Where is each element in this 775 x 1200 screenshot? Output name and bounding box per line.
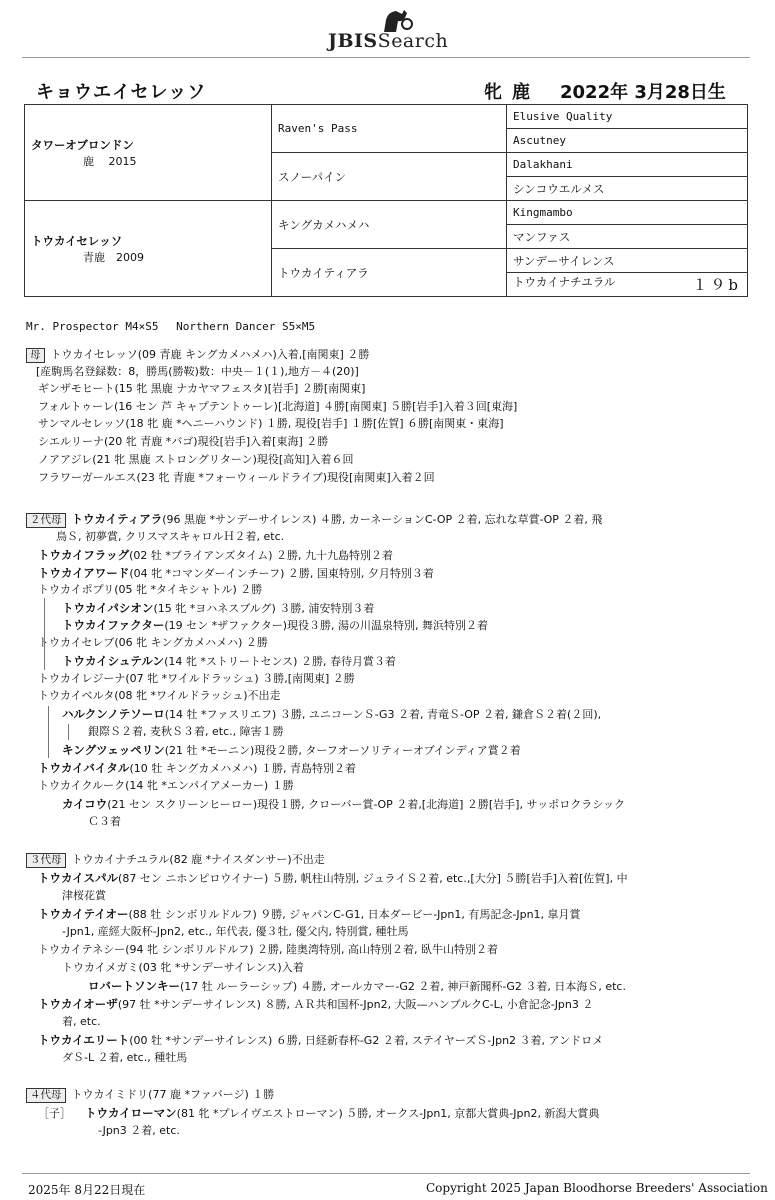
gen3-7[interactable]: サンデーサイレンス <box>507 249 748 273</box>
dam-sire[interactable]: キングカメハメハ <box>272 201 507 249</box>
sire-dam[interactable]: スノーパイン <box>272 153 507 201</box>
horse-link[interactable]: トウカイエリート <box>38 1033 130 1047</box>
family-line <box>62 797 625 812</box>
family-line <box>38 566 434 581</box>
family-line <box>62 601 374 616</box>
family-line <box>38 453 354 467</box>
horse-link[interactable]: トウカイティアラ <box>71 512 163 526</box>
line-text: (21 牡 *モーニン)現役２勝, ターフオーソリティーオブインディア賞２着 <box>164 744 521 757</box>
line-text: Ｃ３着 <box>88 815 121 828</box>
line-text: 津桜花賞 <box>62 889 106 902</box>
horse-link[interactable]: キングツェッペリン <box>62 743 165 757</box>
family-line <box>62 889 106 903</box>
family-line <box>38 672 355 686</box>
line-text: ギンザモヒート(15 牝 黒鹿 ナカヤマフェスタ)[岩手] ２勝[南関東] <box>38 382 366 395</box>
line-text: 銀際Ｓ２着, 麦秋Ｓ３着, etc., 障害１勝 <box>88 725 284 738</box>
family-line <box>38 689 281 703</box>
horse-link[interactable]: ハルクンノテソーロ <box>62 707 165 721</box>
line-text: (15 牝 *ヨハネスブルグ) ３勝, 浦安特別３着 <box>153 602 375 615</box>
family-line <box>62 1015 101 1029</box>
line-text: トウカイテネシー(94 牝 シンボリルドルフ) ２勝, 陸奥湾特別, 高山特別２着, 臥牛山特別２着 <box>38 943 499 956</box>
family-line <box>26 853 325 868</box>
line-text: フォルトゥーレ(16 セン 芦 キャプテントゥーレ)[北海道] ４勝[南関東] ５勝[岩手]入着３回[東海] <box>38 400 518 413</box>
family-line <box>98 1124 180 1138</box>
family-line <box>62 961 304 975</box>
horse-link[interactable]: トウカイファクター <box>62 618 165 632</box>
family-line <box>38 1106 599 1121</box>
line-text: トウカイベルタ(08 牝 *ワイルドラッシュ)不出走 <box>38 689 281 702</box>
line-text: (97 牡 *サンデーサイレンス) ８勝, ＡＲ共和国杯-Jpn2, 大阪—ハンブルクC-L, 小倉記念-Jpn3 ２ <box>117 998 594 1011</box>
family-line <box>38 761 356 776</box>
line-text: トウカイセレブ(06 牝 キングカメハメハ) ２勝 <box>38 636 268 649</box>
horse-link[interactable]: トウカイオーザ <box>38 997 118 1011</box>
sire-name[interactable]: タワーオブロンドン <box>31 137 134 152</box>
inbreeding-note: Mr. Prospector M4×S5 Northern Dancer S5×M5 <box>26 320 316 333</box>
family-line <box>62 654 396 669</box>
horse-link[interactable]: トウカイバイタル <box>38 761 130 775</box>
line-text: トウカイクルーク(14 牝 *エンパイアメーカー) １勝 <box>38 779 294 792</box>
horse-link[interactable]: カイコウ <box>62 797 108 811</box>
line-text: (02 牡 *ブライアンズタイム) ２勝, 九十九島特別２着 <box>129 549 394 562</box>
tree-connector <box>68 724 69 740</box>
gen3-5[interactable]: Kingmambo <box>507 201 748 225</box>
pedigree-dam-cell <box>25 201 272 297</box>
horse-link[interactable]: トウカイローマン <box>85 1106 177 1120</box>
horse-link[interactable]: トウカイテイオー <box>38 907 129 921</box>
line-text: (87 セン ニホンピロウイナー) ５勝, 帆柱山特別, ジュライＳ２着, etc.,[大分] ５勝[岩手]入着[佐賀], 中 <box>118 872 628 885</box>
tree-connector <box>44 654 45 668</box>
family-line <box>88 815 121 829</box>
line-text: (14 牡 *ファスリエフ) ３勝, ユニコーンＳ-G3 ２着, 青竜Ｓ-OP ２着, 鎌倉Ｓ２着(２回), <box>164 708 602 721</box>
line-text: ダＳ-L ２着, etc., 種牡馬 <box>62 1051 188 1064</box>
gen3-4[interactable]: シンコウエルメス <box>507 177 748 201</box>
logo-text: JBISSearch <box>328 30 449 52</box>
pedigree-sire-cell <box>25 105 272 201</box>
child-prefix: ［子］ <box>38 1107 71 1120</box>
family-line <box>62 1051 187 1065</box>
line-text: (21 セン スクリーンヒーロー)現役１勝, クローバー賞-OP ２着,[北海道] ２勝[岩手], サッポロクラシック <box>107 798 626 811</box>
line-text: ノアアジレ(21 牝 黒鹿 ストロングリターン)現役[高知]入着６回 <box>38 453 354 466</box>
family-line <box>36 365 359 379</box>
family-line <box>62 707 601 722</box>
line-text: トウカイナチユラル(82 鹿 *ナイスダンサー)不出走 <box>71 853 325 866</box>
footer-copyright: Copyright 2025 Japan Bloodhorse Breeders' Association <box>426 1181 768 1195</box>
family-line <box>56 530 284 544</box>
tree-connector <box>48 706 49 758</box>
horse-name: キョウエイセレッソ <box>36 82 207 103</box>
family-line <box>62 743 521 758</box>
horse-color: 鹿 <box>512 82 530 103</box>
horse-sex: 牝 <box>484 82 502 103</box>
line-text: (88 牡 シンボリルドルフ) ９勝, ジャパンC-G1, 日本ダービー-Jpn1, 有馬記念-Jpn1, 皐月賞 <box>128 908 581 921</box>
line-text: (81 牝 *プレイヴエストローマン) ５勝, オークス-Jpn1, 京都大賞典-Jpn2, 新潟大賞典 <box>176 1107 600 1120</box>
line-text: (04 牝 *コマンダーインチーフ) ２勝, 国東特別, 夕月特別３着 <box>129 567 434 580</box>
horse-link[interactable]: トウカイアワード <box>38 566 130 580</box>
line-text: トウカイレジーナ(07 牝 *ワイルドラッシュ) ３勝,[南関東] ２勝 <box>38 672 355 685</box>
horse-info <box>484 78 736 104</box>
line-text: トウカイメガミ(03 牝 *サンデーサイレンス)入着 <box>62 961 304 974</box>
line-text: 鳥Ｓ, 初夢賞, クリスマスキャロルＨ２着, etc. <box>56 530 285 543</box>
line-text: (14 牝 *ストリートセンス) ２勝, 春待月賞３着 <box>164 655 396 668</box>
family-line <box>38 871 628 886</box>
footer-date: 2025年 8月22日現在 <box>28 1183 146 1197</box>
line-text: トウカイミドリ(77 鹿 *ファバージ) １勝 <box>71 1088 275 1101</box>
gen3-6[interactable]: マンファス <box>507 225 748 249</box>
horse-link[interactable]: トウカイフラッグ <box>38 548 130 562</box>
family-line <box>38 548 393 563</box>
family-line <box>38 636 268 650</box>
family-line <box>38 583 262 597</box>
generation-tag: ３代母 <box>26 853 66 868</box>
family-number: １９b <box>692 276 741 294</box>
family-line <box>62 618 488 633</box>
family-line <box>38 907 581 922</box>
sire-sire[interactable]: Raven's Pass <box>272 105 507 153</box>
horse-link[interactable]: トウカイスパル <box>38 871 119 885</box>
family-line <box>26 348 369 363</box>
family-line <box>38 943 498 957</box>
generation-tag: ２代母 <box>26 513 66 528</box>
line-text: 着, etc. <box>62 1015 101 1028</box>
family-line <box>26 1088 274 1103</box>
jbis-search-logo[interactable] <box>328 8 458 54</box>
horse-birth: 2022年 3月28日生 <box>560 82 726 103</box>
family-line <box>88 979 626 994</box>
generation-tag: ４代母 <box>26 1088 66 1103</box>
family-line <box>26 512 602 528</box>
family-line <box>38 997 593 1012</box>
generation-tag: 母 <box>26 348 45 363</box>
gen3-8-cell <box>507 273 748 297</box>
horse-link[interactable]: トウカイシュテルン <box>62 654 165 668</box>
family-line <box>38 471 435 485</box>
gen3-8[interactable]: トウカイナチユラル <box>513 275 616 289</box>
dam-name[interactable]: トウカイセレッソ <box>31 233 123 248</box>
horse-link[interactable]: ロバートソンキー <box>88 979 180 993</box>
line-text: -Jpn1, 産經大阪杯-Jpn2, etc., 年代表, 優３牡, 優父内, 特別賞, 種牡馬 <box>62 925 409 938</box>
line-text: (00 牡 *サンデーサイレンス) ６勝, 日経新春杯-G2 ２着, ステイヤーズＳ-Jpn2 ３着, アンドロメ <box>129 1034 604 1047</box>
dam-dam[interactable]: トウカイティアラ <box>272 249 507 297</box>
sire-detail: 鹿 2015 <box>83 154 137 168</box>
family-line <box>38 1033 603 1048</box>
dam-detail: 青鹿 2009 <box>83 250 144 264</box>
family-line <box>38 435 328 449</box>
family-line <box>38 400 517 414</box>
family-line <box>38 382 365 396</box>
gen3-1[interactable]: Elusive Quality <box>507 105 748 129</box>
line-text: (10 牡 キングカメハメハ) １勝, 青島特別２着 <box>129 762 356 775</box>
line-text: [産駒馬名登録数：8，勝馬(勝鞍)数：中央－１(１),地方－４(20)] <box>36 365 359 378</box>
line-text: -Jpn3 ２着, etc. <box>98 1124 180 1137</box>
line-text: シエルリーナ(20 牝 青鹿 *バゴ)現役[岩手]入着[東海] ２勝 <box>38 435 329 448</box>
line-text: (96 黒鹿 *サンデーサイレンス) ４勝, カーネーションC-OP ２着, 忘れな草賞-OP ２着, 飛 <box>162 513 603 526</box>
family-line <box>38 417 504 431</box>
line-text: サンマルセレッソ(18 牝 鹿 *ヘニーハウンド) １勝, 現役[岩手] １勝[佐賀] ６勝[南関東・東海] <box>38 417 504 430</box>
header-divider <box>22 57 750 58</box>
family-line <box>38 779 294 793</box>
line-text: (19 セン *ザファクター)現役３勝, 湯の川温泉特別, 舞浜特別２着 <box>164 619 488 632</box>
gen3-3[interactable]: Dalakhani <box>507 153 748 177</box>
family-line <box>88 725 284 739</box>
horse-link[interactable]: トウカイパシオン <box>62 601 154 615</box>
line-text: (17 牡 ルーラーシップ) ４勝, オールカマー-G2 ２着, 神戸新聞杯-G2 ３着, 日本海Ｓ, etc. <box>180 980 626 993</box>
footer-divider <box>22 1173 750 1174</box>
family-line <box>62 925 409 939</box>
line-text: トウカイセレッソ(09 青鹿 キングカメハメハ)入着,[南関東] ２勝 <box>50 348 370 361</box>
pedigree-table <box>24 104 748 297</box>
line-text: トウカイポプリ(05 牝 *タイキシャトル) ２勝 <box>38 583 263 596</box>
gen3-2[interactable]: Ascutney <box>507 129 748 153</box>
line-text: フラワーガールエス(23 牝 青鹿 *フォーウィールドライブ)現役[南関東]入着２回 <box>38 471 435 484</box>
